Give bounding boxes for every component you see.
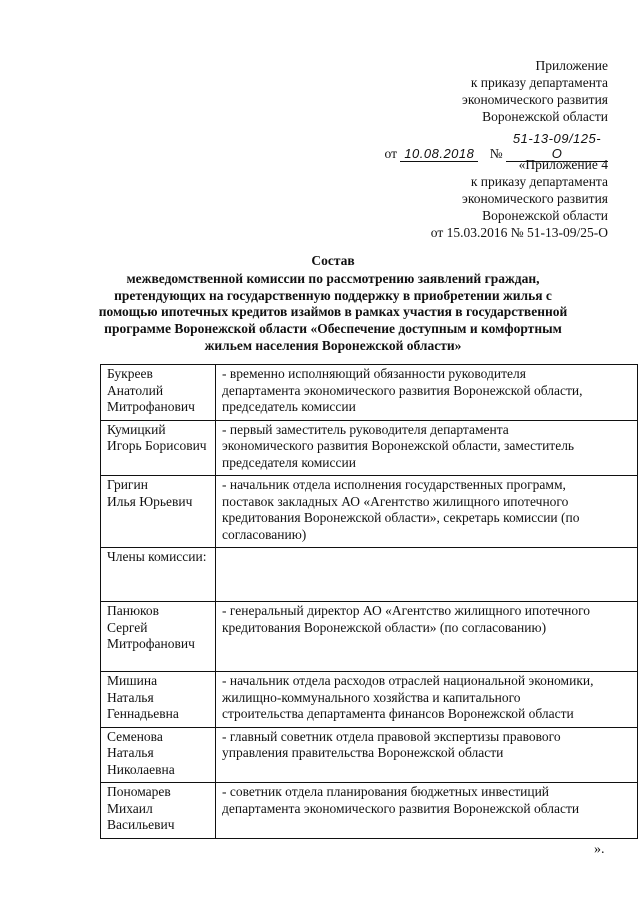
annex-line: Воронежской области: [482, 109, 608, 124]
ot-label: от: [384, 146, 397, 161]
table-row: [101, 476, 638, 548]
title-line: программе Воронежской области «Обеспечение доступным и комфортным: [104, 321, 562, 337]
annex-line: Воронежской области: [482, 208, 608, 223]
table-row: [101, 548, 638, 602]
table-row: [101, 727, 638, 783]
annex-header: [385, 57, 609, 162]
commission-table: [100, 364, 638, 839]
title-line: помощью ипотечных кредитов изаймов в рамках участия в государственной: [98, 304, 568, 320]
annex-line: Приложение: [535, 58, 608, 73]
title-line: жильем населения Воронежской области»: [204, 337, 462, 353]
member-name: Букреев Анатолий Митрофанович: [101, 365, 216, 421]
annex-line: экономического развития: [462, 191, 608, 206]
title-line: межведомственной комиссии по рассмотрению заявлений граждан,: [126, 270, 540, 286]
annex-line: от 15.03.2016 № 51-13-09/25-О: [430, 225, 608, 240]
member-role: [216, 548, 638, 602]
member-name: Кумицкий Игорь Борисович: [101, 420, 216, 476]
closing-quote: ».: [594, 842, 605, 857]
document-title: [96, 253, 570, 355]
annex-line: к приказу департамента: [470, 174, 608, 189]
member-role: - первый заместитель руководителя департамента экономического развития Воронежской области, заместитель председателя комиссии: [216, 420, 638, 476]
member-name: Семенова Наталья Николаевна: [101, 727, 216, 783]
number-sign: №: [489, 146, 503, 161]
order-number: 51-13-09/125-О: [506, 131, 608, 162]
member-role: - временно исполняющий обязанности руководителя департамента экономического развития Воронежской области, председатель комиссии: [216, 365, 638, 421]
member-name: Панюков Сергей Митрофанович: [101, 602, 216, 672]
title-line: претендующих на государственную поддержку в приобретении жилья с: [114, 287, 552, 303]
annex-line: «Приложение 4: [518, 157, 608, 172]
original-annex-header: [431, 156, 608, 241]
table-row: [101, 602, 638, 672]
member-role: - главный советник отдела правовой экспертизы правового управления правительства Воронежской области: [216, 727, 638, 783]
member-name: Пономарев Михаил Васильевич: [101, 783, 216, 839]
table-row: [101, 365, 638, 421]
member-role: - начальник отдела исполнения государственных программ, поставок закладных АО «Агентство жилищного ипотечного кредитования Воронежской области», секретарь комиссии (по согласованию): [216, 476, 638, 548]
member-name: Григин Илья Юрьевич: [101, 476, 216, 548]
member-role: - начальник отдела расходов отраслей национальной экономики, жилищно-коммунального хозяйства и капитального строительства департамента финансов Воронежской области: [216, 672, 638, 728]
section-label: Члены комиссии:: [101, 548, 216, 602]
title-line: Состав: [311, 253, 355, 268]
member-role: - генеральный директор АО «Агентство жилищного ипотечного кредитования Воронежской области» (по согласованию): [216, 602, 638, 672]
order-date: 10.08.2018: [400, 146, 478, 162]
member-name: Мишина Наталья Геннадьевна: [101, 672, 216, 728]
annex-line: к приказу департамента: [470, 75, 608, 90]
table-row: [101, 672, 638, 728]
table-row: [101, 783, 638, 839]
table-row: [101, 420, 638, 476]
annex-line: экономического развития: [462, 92, 608, 107]
member-role: - советник отдела планирования бюджетных инвестиций департамента экономического развития Воронежской области: [216, 783, 638, 839]
